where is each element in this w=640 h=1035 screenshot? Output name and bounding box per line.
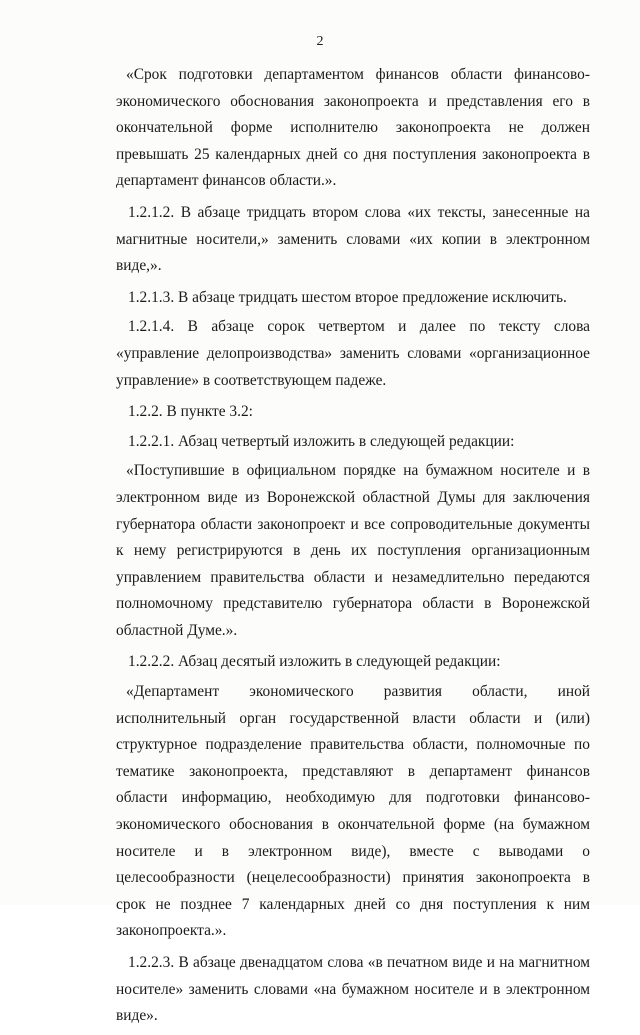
paragraph-1-2-2: 1.2.2. В пункте 3.2: — [128, 403, 253, 421]
paragraph-1-2-1-2: 1.2.1.2. В абзаце тридцать втором слова «их тексты, занесенные на магнитные носители,» заменить словами «их копии в электронном виде,». — [116, 203, 590, 275]
paragraph-1-2-2-1: 1.2.2.1. Абзац четвертый изложить в следующей редакции: — [128, 432, 515, 450]
document-body — [116, 62, 590, 1035]
paragraph-1-2-1-4: 1.2.1.4. В абзаце сорок четвертом и далее по тексту слова «управление делопроизводства» заменить словами «организационное управление» в соответствующем падеже. — [116, 318, 590, 389]
paragraph-1-2-2-3: 1.2.2.3. В абзаце двенадцатом слова «в печатном виде и на магнитном носителе» заменить словами «на бумажном носителе и в электронном виде». — [116, 954, 590, 1025]
paragraph-1-2-1-3: 1.2.1.3. В абзаце тридцать шестом второе предложение исключить. — [128, 288, 567, 306]
paragraph-quote-deadline: «Срок подготовки департаментом финансов области финансово-экономического обоснования законопроекта и представления его в окончательной форме исполнителю законопроекта не должен превышать 25 календарных дней со дня поступления законопроекта в департамент финансов области.». — [116, 66, 590, 190]
paragraph-quote-department: «Департамент экономического развития области, иной исполнительный орган государственной власти области и (или) структурное подразделение правительства области, полномочные по тематике законопроекта, представляют в департамент финансов области информацию, необходимую для подготовки финансово-экономического обоснования в окончательной форме (на бумажном носителе и в электронном виде), вместе с выводами о целесообразности (нецелесообразности) принятия законопроекта в срок не позднее 7 календарных дней со дня поступления к ним законопроекта.». — [116, 683, 590, 940]
paragraph-quote-registration: «Поступившие в официальном порядке на бумажном носителе и в электронном виде из Воронежской областной Думы для заключения губернатора области законопроект и все сопроводительные документы к нему регистрируются в день их поступления организационным управлением правительства области и незамедлительно передаются полномочному представителю губернатора области в Воронежской областной Думе.». — [116, 462, 590, 639]
paragraph-1-2-2-2: 1.2.2.2. Абзац десятый изложить в следующей редакции: — [128, 653, 501, 671]
page-number: 2 — [316, 34, 324, 49]
